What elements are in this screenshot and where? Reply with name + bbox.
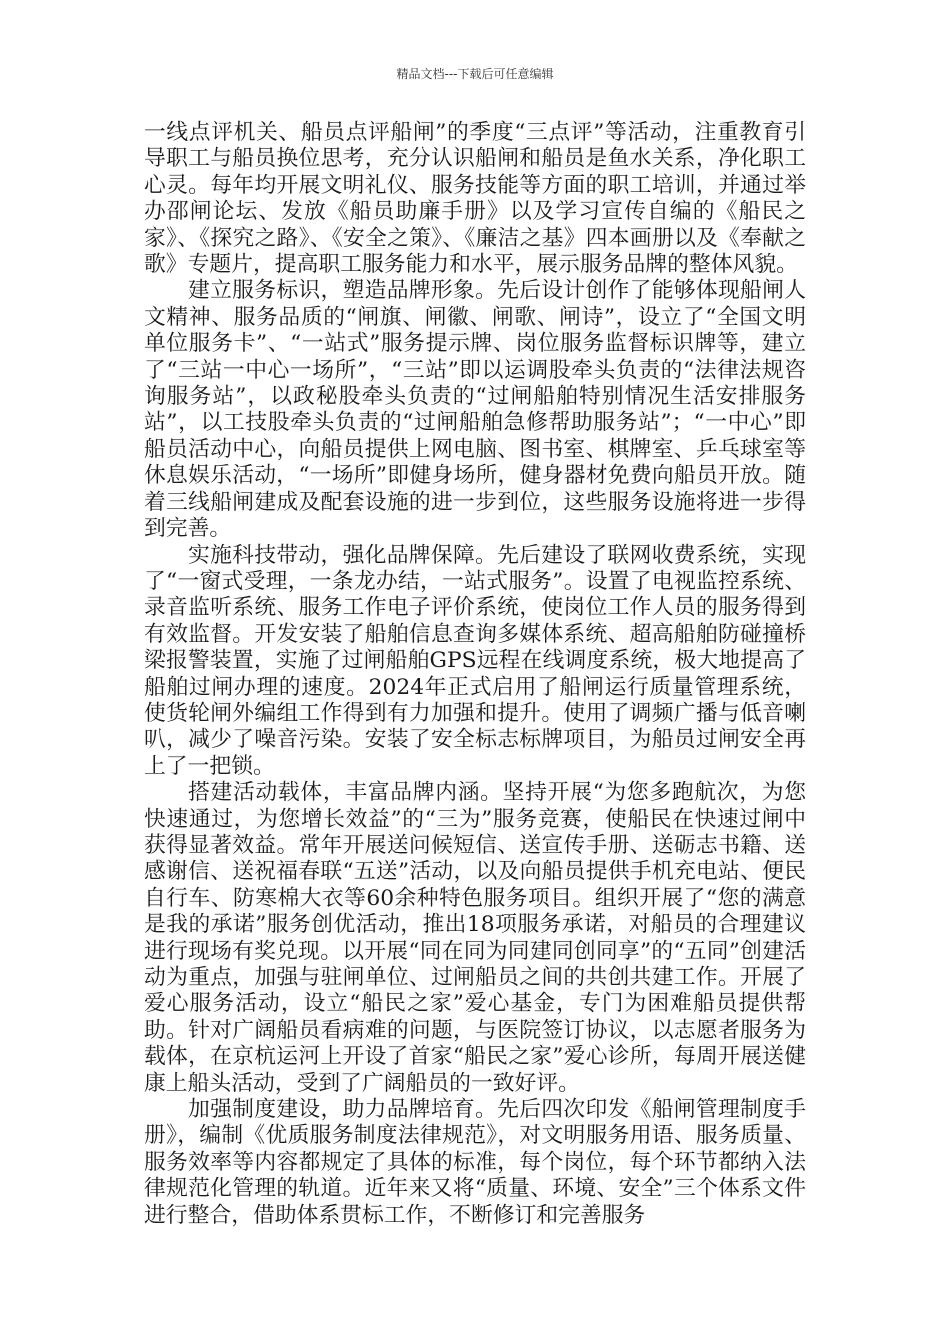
page-header: 精品文档---下载后可任意编辑 — [396, 67, 554, 81]
document-body — [144, 120, 806, 1229]
paragraph-2: 建立服务标识，塑造品牌形象。先后设计创作了能够体现船闸人文精神、服务品质的“闸旗、闸徽、闸歌、闸诗”，设立了“全国文明单位服务卡”、“一站式”服务提示牌、岗位服务监督标识牌等，建立了“三站一中心一场所”，“三站”即以运调股牵头负责的“法律法规咨询服务站”，以政秘股牵头负责的“过闸船舶特别情况生活安排服务站”，以工技股牵头负责的“过闸船舶急修帮助服务站”；“一中心”即船员活动中心，向船员提供上网电脑、图书室、棋牌室、乒乓球室等休息娱乐活动，“一场所”即健身场所，健身器材免费向船员开放。随着三线船闸建成及配套设施的进一步到位，这些服务设施将进一步得到完善。 — [144, 278, 806, 542]
paragraph-1: 一线点评机关、船员点评船闸”的季度“三点评”等活动，注重教育引导职工与船员换位思考，充分认识船闸和船员是鱼水关系，净化职工心灵。每年均开展文明礼仪、服务技能等方面的职工培训，并通过举办邵闸论坛、发放《船员助廉手册》以及学习宣传自编的《船民之家》、《探究之路》、《安全之策》、《廉洁之基》四本画册以及《奉献之歌》专题片，提高职工服务能力和水平，展示服务品牌的整体风貌。 — [144, 120, 806, 278]
paragraph-3: 实施科技带动，强化品牌保障。先后建设了联网收费系统，实现了“一窗式受理，一条龙办结，一站式服务”。设置了电视监控系统、录音监听系统、服务工作电子评价系统，使岗位工作人员的服务得到有效监督。开发安装了船舶信息查询多媒体系统、超高船舶防碰撞桥梁报警装置，实施了过闸船舶GPS远程在线调度系统，极大地提高了船舶过闸办理的速度。2024年正式启用了船闸运行质量管理系统，使货轮闸外编组工作得到有力加强和提升。使用了调频广播与低音喇叭，减少了噪音污染。安装了安全标志标牌项目，为船员过闸安全再上了一把锁。 — [144, 542, 806, 779]
paragraph-5: 加强制度建设，助力品牌培育。先后四次印发《船闸管理制度手册》，编制《优质服务制度法律规范》，对文明服务用语、服务质量、服务效率等内容都规定了具体的标准，每个岗位，每个环节都纳入法律规范化管理的轨道。近年来又将“质量、环境、安全”三个体系文件进行整合，借助体系贯标工作，不断修订和完善服务 — [144, 1097, 806, 1228]
paragraph-4: 搭建活动载体，丰富品牌内涵。坚持开展“为您多跑航次，为您快速通过，为您增长效益”的“三为”服务竞赛，使船民在快速过闸中获得显著效益。常年开展送问候短信、送宣传手册、送砺志书籍、送感谢信、送祝福春联“五送”活动，以及向船员提供手机充电站、便民自行车、防寒棉大衣等60余种特色服务项目。组织开展了“您的满意是我的承诺”服务创优活动，推出18项服务承诺，对船员的合理建议进行现场有奖兑现。以开展“同在同为同建同创同享”的“五同”创建活动为重点，加强与驻闸单位、过闸船员之间的共创共建工作。开展了爱心服务活动，设立“船民之家”爱心基金，专门为困难船员提供帮助。针对广阔船员看病难的问题，与医院签订协议，以志愿者服务为载体，在京杭运河上开设了首家“船民之家”爱心诊所，每周开展送健康上船头活动，受到了广阔船员的一致好评。 — [144, 780, 806, 1096]
